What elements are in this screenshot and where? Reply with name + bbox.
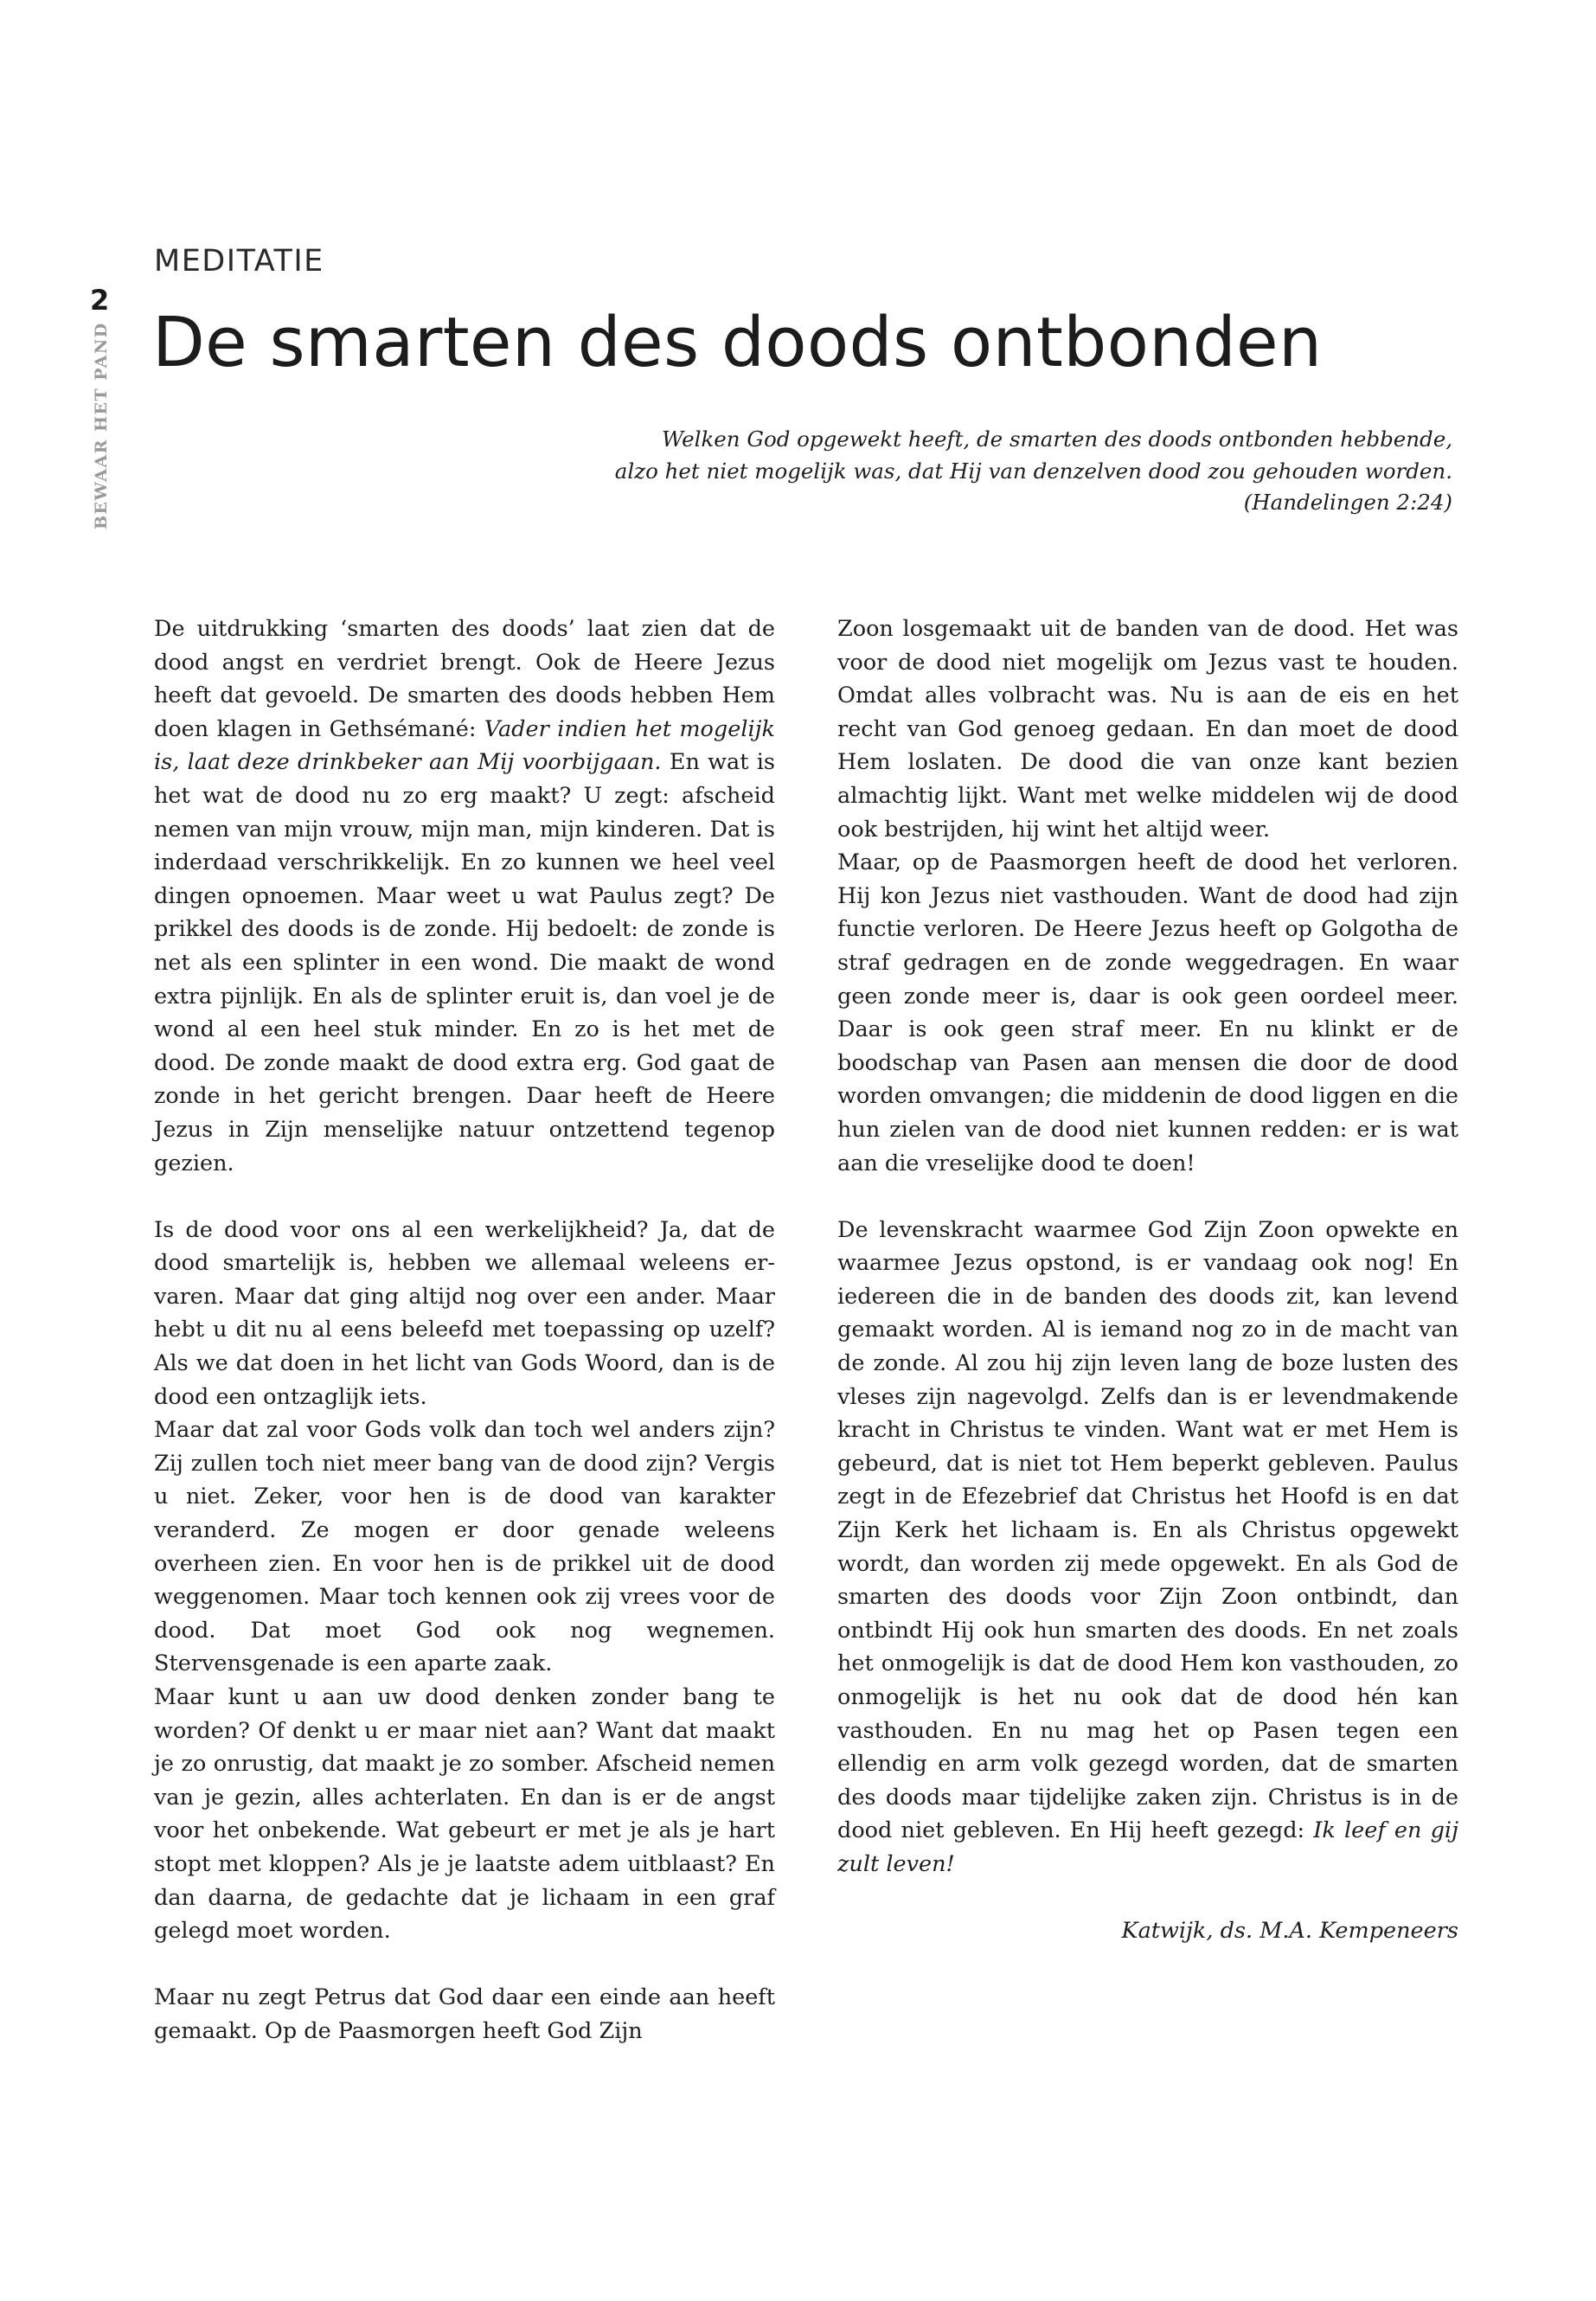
paragraph: Maar, op de Paasmorgen heeft de dood het verloren. Hij kon Jezus niet vasthouden. Want de dood had zijn functie verloren. De Heere Jezus heeft op Golgotha de straf gedragen en de zonde weggedragen. En waar geen zonde meer is, daar is ook geen oordeel meer. Daar is ook geen straf meer. En nu klinkt er de boodschap van Pasen aan mensen die door de dood worden omvangen; die middenin de dood liggen en die hun zielen van de dood niet kunnen redden: er is wat aan die vreselijke dood te doen! <box>837 849 1458 1176</box>
left-column <box>154 612 775 2048</box>
scripture-quote: Ik leef en gij zult leven! <box>837 1817 1458 1877</box>
paragraph <box>837 1214 1458 1881</box>
paragraph-text: De levenskracht waarmee God Zijn Zoon opwekte en waarmee Jezus opstond, is er vandaag ook nog! En iedereen die in de banden des doods zit, kan levend gemaakt worden. Al is iemand nog zo in de macht van de zonde. Al zou hij zijn leven lang de boze lusten des vleses zijn nagevolgd. Zelfs dan is er levendmakende kracht in Christus te vinden. Want wat er met Hem is gebeurd, dat is niet tot Hem beperkt gebleven. Paulus zegt in de Efezebrief dat Christus het Hoofd is en dat Zijn Kerk het lichaam is. En als Christus opgewekt wordt, dan worden zij mede opgewekt. En als God de smarten des doods voor Zijn Zoon ontbindt, dan ontbindt Hij ook hun smarten des doods. En net zoals het onmogelijk is dat de dood Hem kon vasthouden, zo onmogelijk is het nu ook dat de dood hén kan vasthouden. En nu mag het op Pasen tegen een ellendig en arm volk gezegd worden, dat de smarten des doods maar tijdelijke zaken zijn. Christus is in de dood niet gebleven. En Hij heeft gezegd: <box>837 1216 1458 1844</box>
paragraph-text: De uitdrukking ‘smarten des doods’ laat zien dat de dood angst en verdriet brengt. Ook de Heere Jezus heeft dat gevoeld. De smarten des doods hebben Hem doen klagen in Gethsémané: <box>154 616 775 742</box>
page-number: 2 <box>90 284 110 317</box>
epigraph-line: Welken God opgewekt heeft, de smarten des doods ontbonden hebbende, <box>661 426 1452 452</box>
right-column <box>837 612 1458 1970</box>
paragraph: Maar nu zegt Petrus dat God daar een einde aan heeft gemaakt. Op de Paasmorgen heeft God Zijn <box>154 1984 775 2044</box>
epigraph-reference: (Handelingen 2:24) <box>1243 490 1452 515</box>
paragraph: Maar kunt u aan uw dood denken zonder bang te worden? Of denkt u er maar niet aan? Want dat maakt je zo onrustig, dat maakt je zo somber. Afscheid nemen van je gezin, alles achterlaten. En dan is er de angst voor het onbekende. Wat gebeurt er met je als je hart stopt met kloppen? Als je je laatste adem uitblaast? En dan daarna, de gedachte dat je lichaam in een graf gelegd moet worden. <box>154 1684 775 1945</box>
section-label: MEDITATIE <box>154 244 324 279</box>
running-head: BEWAAR HET PAND <box>92 322 111 529</box>
paragraph-text: En wat is het wat de dood nu zo erg maakt? U zegt: afscheid nemen van mijn vrouw, mijn man, mijn kinderen. Dat is inderdaad verschrikkelijk. En zo kunnen we heel veel dingen opnoemen. Maar weet u wat Paulus zegt? De prikkel des doods is de zonde. Hij bedoelt: de zonde is net als een splinter in een wond. Die maakt de wond extra pijnlijk. En als de splinter eruit is, dan voel je de wond al een heel stuk minder. En zo is het met de dood. De zonde maakt de dood extra erg. God gaat de zonde in het gericht brengen. Daar heeft de Heere Jezus in Zijn menselijke natuur ontzettend tegenop gezien. <box>154 749 776 1176</box>
epigraph-line: alzo het niet mogelijk was, dat Hij van denzelven dood zou gehouden worden. <box>614 458 1452 484</box>
epigraph <box>501 424 1452 519</box>
paragraph <box>154 612 775 1180</box>
author-signature: Katwijk, ds. M.A. Kempeneers <box>1121 1918 1458 1945</box>
paragraph: Is de dood voor ons al een werkelijkheid? Ja, dat de dood smartelijk is, hebben we allemaal weleens ervaren. Maar dat ging altijd nog over een ander. Maar hebt u dit nu al eens beleefd met toepassing op uzelf? Als we dat doen in het licht van Gods Woord, dan is de dood een ontzaglijk iets. <box>154 1216 775 1410</box>
scripture-quote: Vader indien het mogelijk is, laat deze drinkbeker aan Mij voorbijgaan. <box>154 715 775 776</box>
article-title: De smarten des doods ontbonden <box>152 303 1323 382</box>
paragraph: Maar dat zal voor Gods volk dan toch wel anders zijn? Zij zullen toch niet meer bang van de dood zijn? Vergis u niet. Zeker, voor hen is de dood van karakter veranderd. Ze mogen er door genade weleens overheen zien. En voor hen is de prikkel uit de dood weggenomen. Maar toch kennen ook zij vrees voor de dood. Dat moet God ook nog wegnemen. Stervensgenade is een aparte zaak. <box>154 1417 775 1677</box>
paragraph: Zoon losgemaakt uit de banden van de dood. Het was voor de dood niet mogelijk om Jezus vast te houden. Omdat alles volbracht was. Nu is aan de eis en het recht van God genoeg gedaan. En dan moet de dood Hem loslaten. De dood die van onze kant bezien almachtig lijkt. Want met welke middelen wij de dood ook bestrijden, hij wint het altijd weer. <box>837 616 1458 843</box>
